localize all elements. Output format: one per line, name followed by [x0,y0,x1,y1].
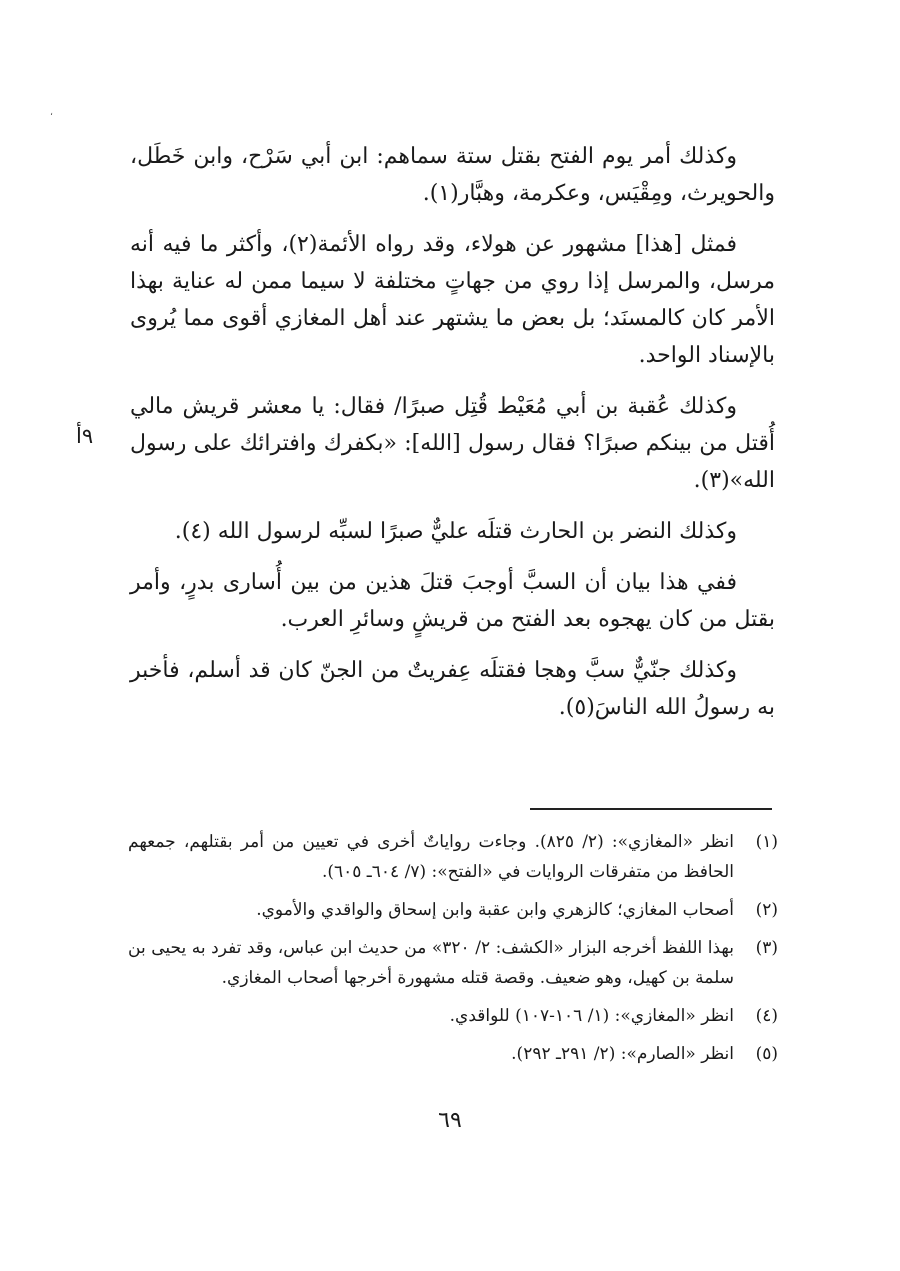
paragraph: وكذلك جنّيٌّ سبَّ وهجا فقتلَه عِفريتٌ من الجنّ كان قد أسلم، فأخبر به رسولُ الله الناسَ(٥). [130,658,775,720]
paragraph: فمثل [هذا] مشهور عن هولاء، وقد رواه الأئمة(٢)، وأكثر ما فيه أنه مرسل، والمرسل إذا روي من جهاتٍ مختلفة لا سيما ممن له عناية بهذا الأمر كان كالمسنَد؛ بل بعض ما يشتهر عند أهل المغازي أقوى مما يُروى بالإسناد الواحد. [130,232,775,368]
paragraph: وكذلك أمر يوم الفتح بقتل ستة سماهم: ابن أبي سَرْح، وابن خَطَل، والحويرث، ومِقْيَس، وعكرمة، وهبَّار(١). [130,144,775,206]
footnote-text: بهذا اللفظ أخرجه البزار «الكشف: ٢/ ٣٢٠» من حديث ابن عباس، وقد تفرد به يحيى بن سلمة بن كهيل، وهو ضعيف. وقصة قتله مشهورة أخرجها أصحاب المغازي. [128,938,734,988]
page-number: ٦٩ [438,1108,462,1133]
footnote [128,895,778,925]
footnote-text: انظر «المغازي»: (١/ ١٠٦-١٠٧) للواقدي. [449,1006,734,1026]
paragraph: وكذلك النضر بن الحارث قتلَه عليٌّ صبرًا لسبِّه لرسول الله (٤). [174,519,737,544]
footnote [128,827,778,887]
paragraph: ففي هذا بيان أن السبَّ أوجبَ قتلَ هذين من بين أُسارى بدرٍ، وأمر بقتل من كان يهجوه بعد الفتح من قريشٍ وسائرِ العرب. [130,570,775,632]
footnote-divider [530,808,772,810]
footnote [128,933,778,993]
footnote-text: انظر «الصارم»: (٢/ ٢٩١ـ ٢٩٢). [511,1044,734,1064]
footnote-number: (٢) [755,900,778,920]
manuscript-folio-note: ٩أ [76,424,94,448]
footnotes [128,827,778,1077]
main-text [130,138,775,740]
paragraph: وكذلك عُقبة بن أبي مُعَيْط قُتِل صبرًا/ فقال: يا معشر قريش مالي أُقتل من بينكم صبرًا؟ فقال رسول [الله]: «بكفرك وافترائك على رسول الله»(٣). [130,394,775,493]
footnote-number: (٤) [755,1006,778,1026]
footnote [128,1039,778,1069]
footnote [128,1001,778,1031]
footnote-text: انظر «المغازي»: (٢/ ٨٢٥). وجاءت رواياتٌ أخرى في تعيين من أمر بقتلهم، جمعهم الحافظ من متفرقات الروايات في «الفتح»: (٧/ ٦٠٤ـ ٦٠٥). [128,832,734,882]
page-mark: ، [50,108,53,118]
footnote-text: أصحاب المغازي؛ كالزهري وابن عقبة وابن إسحاق والواقدي والأموي. [256,900,734,920]
footnote-number: (١) [755,832,778,852]
footnote-number: (٣) [755,938,778,958]
footnote-number: (٥) [755,1044,778,1064]
